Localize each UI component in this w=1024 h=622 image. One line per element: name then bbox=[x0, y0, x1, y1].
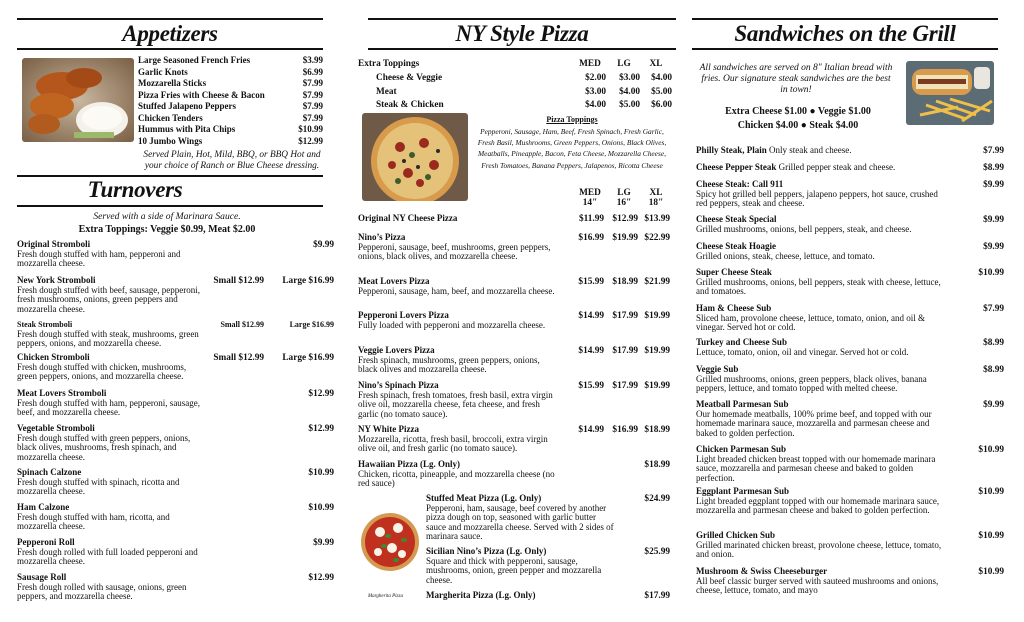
pizza-price: $16.99 bbox=[578, 233, 604, 243]
appetizers-heading: Appetizers bbox=[122, 21, 218, 46]
appetizer-item bbox=[138, 124, 323, 136]
pizza-item bbox=[358, 346, 558, 375]
appetizer-name: Pizza Fries with Cheese & Bacon bbox=[138, 89, 265, 100]
turnover-name: Chicken Stromboli bbox=[17, 352, 90, 362]
sandwich-price: $9.99 bbox=[983, 400, 1004, 410]
turnover-name: Meat Lovers Stromboli bbox=[17, 388, 107, 398]
pizza-price: $15.99 bbox=[578, 381, 604, 391]
special-price: $25.99 bbox=[644, 547, 670, 557]
sandwich-desc: Grilled mushrooms, onions, bell peppers, steak with cheese, lettuce, and tomatoes. bbox=[696, 276, 941, 297]
turnover-name: New York Stromboli bbox=[17, 275, 96, 285]
pizza-name: Veggie Lovers Pizza bbox=[358, 345, 435, 355]
pizza-special-item bbox=[426, 591, 616, 601]
special-desc: Square and thick with pepperoni, sausage, mushrooms, onion, green pepper and mozzarella cheese. bbox=[426, 555, 602, 585]
sandwich-item bbox=[696, 531, 946, 560]
sandwich-name: Cheese Steak Hoagie bbox=[696, 241, 776, 251]
pizza-price: $19.99 bbox=[644, 311, 670, 321]
sandwich-price: $7.99 bbox=[983, 304, 1004, 314]
appetizer-price: $12.99 bbox=[298, 135, 323, 146]
margherita-photo bbox=[360, 492, 420, 592]
extra-row-price: $3.00 bbox=[585, 87, 606, 97]
extra-toppings-label: Extra Toppings bbox=[358, 59, 420, 69]
pizza-price: $14.99 bbox=[578, 346, 604, 356]
appetizer-item bbox=[138, 101, 323, 113]
appetizer-price: $6.99 bbox=[302, 66, 323, 77]
turnover-desc: Fresh dough stuffed with spinach, ricotta and mozzarella cheese. bbox=[17, 476, 180, 497]
sandwich-item bbox=[696, 338, 946, 357]
pizza-price: $19.99 bbox=[644, 346, 670, 356]
extra-row-price: $4.00 bbox=[651, 73, 672, 83]
appetizer-name: Large Seasoned French Fries bbox=[138, 55, 251, 65]
turnover-item bbox=[17, 389, 207, 418]
extra-row-price: $3.00 bbox=[619, 73, 640, 83]
turnover-desc: Fresh dough stuffed with ham, ricotta, and mozzarella cheese. bbox=[17, 511, 170, 532]
turnover-price: $9.99 bbox=[313, 538, 334, 548]
pizza-top-rule bbox=[368, 18, 676, 20]
pizza-name: Hawaiian Pizza (Lg. Only) bbox=[358, 459, 460, 469]
sandwich-name: Cheese Steak Special bbox=[696, 214, 777, 224]
pizza-photo bbox=[362, 113, 468, 201]
sandwich-name: Super Cheese Steak bbox=[696, 267, 772, 277]
pizza-price: $19.99 bbox=[612, 233, 638, 243]
turnover-price: $12.99 bbox=[308, 424, 334, 434]
appetizer-item bbox=[138, 90, 323, 102]
sandwich-name: Veggie Sub bbox=[696, 364, 739, 374]
pizza-price: $13.99 bbox=[644, 214, 670, 224]
turnover-item bbox=[17, 320, 207, 349]
special-name: Margherita Pizza (Lg. Only) bbox=[426, 590, 536, 600]
sandwiches-extras-line2: Chicken $4.00 ● Steak $4.00 bbox=[737, 120, 859, 131]
sandwich-desc: Spicy hot grilled bell peppers, jalapeno peppers, hot sauce, crushed red peppers, steak and cheese. bbox=[696, 188, 938, 209]
pizza-price: $18.99 bbox=[644, 425, 670, 435]
sandwich-item bbox=[696, 304, 946, 333]
sandwich-name: Cheese Pepper Steak bbox=[696, 162, 777, 172]
extra-col-header: MED bbox=[579, 59, 601, 69]
pizza-price: $22.99 bbox=[644, 233, 670, 243]
special-desc: Pepperoni, ham, sausage, beef covered by another pizza dough on top, seasoned with garlic butter sauce and mozzarella cheese. Served with 2 sides of marinara sauce. bbox=[426, 502, 614, 542]
sandwich-price: $8.99 bbox=[983, 338, 1004, 348]
sandwich-price: $7.99 bbox=[983, 146, 1004, 156]
sandwich-item bbox=[696, 180, 946, 209]
turnover-price: $10.99 bbox=[308, 503, 334, 513]
turnovers-bottom-rule bbox=[17, 205, 323, 207]
pizza-desc: Pepperoni, sausage, beef, mushrooms, green peppers, onions, black olives, and mozzarella cheese. bbox=[358, 241, 551, 262]
turnover-price: $10.99 bbox=[308, 468, 334, 478]
appetizer-name: Garlic Knots bbox=[138, 66, 188, 77]
appetizer-item bbox=[138, 78, 323, 90]
sandwich-item bbox=[696, 365, 946, 394]
appetizers-note: Served Plain, Hot, Mild, BBQ, or BBQ Hot and your choice of Ranch or Blue Cheese dressing. bbox=[143, 150, 321, 171]
sandwiches-heading: Sandwiches on the Grill bbox=[734, 21, 956, 46]
appetizer-price: $7.99 bbox=[302, 101, 323, 111]
sandwich-name: Chicken Parmesan Sub bbox=[696, 444, 787, 454]
turnover-name: Steak Stromboli bbox=[17, 320, 73, 329]
extra-col-header: LG bbox=[617, 59, 631, 69]
turnover-item bbox=[17, 353, 207, 382]
turnover-name: Sausage Roll bbox=[17, 572, 67, 582]
appetizer-price: $7.99 bbox=[302, 78, 323, 88]
turnover-desc: Fresh dough rolled with sausage, onions, green peppers, and mozzarella cheese. bbox=[17, 581, 187, 602]
appetizer-name: 10 Jumbo Wings bbox=[138, 135, 203, 146]
pizza-price: $21.99 bbox=[644, 277, 670, 287]
sandwich-item bbox=[696, 242, 946, 261]
appetizer-price: $7.99 bbox=[302, 89, 323, 100]
pizza-name: Original NY Cheese Pizza bbox=[358, 213, 458, 223]
sandwich-price: $10.99 bbox=[978, 531, 1004, 541]
pizza-special-item bbox=[426, 494, 616, 542]
sandwich-desc: Light breaded chicken breast topped with our homemade marinara sauce, mozzarella and parmesan cheese and baked to golden perfection. bbox=[696, 453, 936, 483]
pizza-price: $19.99 bbox=[644, 381, 670, 391]
turnovers-note: Served with a side of Marinara Sauce. bbox=[93, 211, 241, 222]
turnover-name: Vegetable Stromboli bbox=[17, 423, 95, 433]
sandwich-desc: Grilled mushrooms, onions, green peppers, black olives, banana peppers, lettuce, and tomato topped with melted cheese. bbox=[696, 373, 927, 394]
turnover-desc: Fresh dough stuffed with ham, pepperoni, sausage, beef, and mozzarella cheese. bbox=[17, 397, 201, 418]
sandwich-desc: All beef classic burger served with sauteed mushrooms and onions, cheese, lettuce, tomato, and mayo bbox=[696, 575, 939, 596]
extra-row-price: $4.00 bbox=[619, 87, 640, 97]
extra-row-price: $6.00 bbox=[651, 100, 672, 110]
sandwich-price: $10.99 bbox=[978, 445, 1004, 455]
pizza-desc: Pepperoni, sausage, ham, beef, and mozzarella cheese. bbox=[358, 285, 555, 296]
pizza-desc: Fully loaded with pepperoni and mozzarella cheese. bbox=[358, 319, 546, 330]
pizza-price: $12.99 bbox=[612, 214, 638, 224]
turnover-price: $12.99 bbox=[308, 389, 334, 399]
appetizer-name: Chicken Tenders bbox=[138, 112, 203, 123]
turnover-small-price: Small $12.99 bbox=[220, 320, 264, 329]
pizza-name: NY White Pizza bbox=[358, 424, 419, 434]
sandwich-desc: Grilled marinated chicken breast, provolone cheese, lettuce, tomato, and onion. bbox=[696, 539, 942, 560]
appetizer-item bbox=[138, 113, 323, 125]
turnovers-extras: Extra Toppings: Veggie $0.99, Meat $2.00 bbox=[78, 224, 256, 235]
turnover-item bbox=[17, 424, 207, 462]
sandwich-name: Meatball Parmesan Sub bbox=[696, 399, 789, 409]
pizza-price: $17.99 bbox=[612, 381, 638, 391]
turnover-price: Large $16.99 bbox=[282, 276, 334, 286]
turnover-price: $9.99 bbox=[313, 240, 334, 250]
sandwich-item bbox=[696, 146, 946, 156]
sandwich-price: $10.99 bbox=[978, 487, 1004, 497]
pizza-bottom-rule bbox=[368, 48, 676, 50]
sandwich-price: $10.99 bbox=[978, 268, 1004, 278]
turnover-item bbox=[17, 468, 207, 497]
turnover-small-price: Small $12.99 bbox=[213, 353, 264, 363]
sandwiches-top-rule bbox=[692, 18, 998, 20]
pizza-item bbox=[358, 233, 558, 262]
appetizer-price: $10.99 bbox=[298, 124, 323, 134]
size-label: MED bbox=[579, 188, 601, 198]
sandwich-desc: Sliced ham, provolone cheese, lettuce, tomato, onion, and oil & vinegar. Served hot or cold. bbox=[696, 312, 925, 333]
sandwich-name: Philly Steak, Plain bbox=[696, 145, 767, 155]
turnover-desc: Fresh dough stuffed with green peppers, onions, black olives, mushrooms, fresh spinach, and mozzarella cheese. bbox=[17, 432, 191, 462]
pizza-price: $17.99 bbox=[612, 346, 638, 356]
sandwich-item bbox=[696, 268, 946, 297]
sandwich-name: Turkey and Cheese Sub bbox=[696, 337, 787, 347]
pizza-item bbox=[358, 311, 558, 330]
pizza-item bbox=[358, 214, 558, 224]
sandwiches-note: All sandwiches are served on 8" Italian bread with fries. Our signature steak sandwiches are the best in town! bbox=[699, 63, 893, 95]
appetizer-item bbox=[138, 55, 323, 67]
pizza-price: $18.99 bbox=[644, 460, 670, 470]
sandwich-price: $8.99 bbox=[983, 365, 1004, 375]
pizza-price: $17.99 bbox=[612, 311, 638, 321]
turnovers-heading: Turnovers bbox=[87, 177, 183, 202]
margherita-caption: Margherita Pizza bbox=[368, 594, 403, 599]
extra-col-header: XL bbox=[649, 59, 663, 69]
turnover-desc: Fresh dough stuffed with ham, pepperoni and mozzarella cheese. bbox=[17, 248, 181, 269]
turnover-name: Ham Calzone bbox=[17, 502, 70, 512]
turnover-item bbox=[17, 503, 207, 532]
sandwich-desc: Only steak and cheese. bbox=[769, 145, 852, 155]
turnover-name: Pepperoni Roll bbox=[17, 537, 75, 547]
pizza-price: $16.99 bbox=[612, 425, 638, 435]
pizza-toppings-text: Pepperoni, Sausage, Ham, Beef, Fresh Spinach, Fresh Garlic, Fresh Basil, Mushrooms, Green Peppers, Onions, Black Olives, Meatballs, Pineapple, Bacon, Feta Cheese, Mozzarella Cheese, Fresh Tomatoes, Banana Peppers, Jalapenos, Ricotta Cheese bbox=[477, 127, 667, 170]
pizza-item bbox=[358, 277, 558, 296]
wings-photo bbox=[22, 58, 134, 142]
size-inches: 16" bbox=[616, 198, 632, 208]
sandwich-price: $9.99 bbox=[983, 180, 1004, 190]
pizza-desc: Fresh spinach, mushrooms, green peppers, onions, black olives and mozzarella cheese. bbox=[358, 354, 540, 375]
extra-row-label: Cheese & Veggie bbox=[376, 73, 443, 83]
turnover-small-price: Small $12.99 bbox=[213, 276, 264, 286]
sandwich-desc: Light breaded eggplant topped with our homemade marinara sauce, mozzarella and parmesan cheese and baked to golden perfection. bbox=[696, 495, 940, 516]
special-price: $24.99 bbox=[644, 494, 670, 504]
special-name: Sicilian Nino’s Pizza (Lg. Only) bbox=[426, 546, 547, 556]
pizza-name: Nino’s Spinach Pizza bbox=[358, 380, 439, 390]
pizza-item bbox=[358, 381, 558, 419]
sandwich-price: $9.99 bbox=[983, 215, 1004, 225]
turnover-desc: Fresh dough stuffed with chicken, mushrooms, green peppers, onions, and mozzarella cheese. bbox=[17, 361, 187, 382]
pizza-heading: NY Style Pizza bbox=[455, 21, 589, 46]
pizza-price: $14.99 bbox=[578, 311, 604, 321]
extra-row-label: Steak & Chicken bbox=[376, 100, 444, 110]
appetizer-name: Stuffed Jalapeno Peppers bbox=[138, 101, 237, 111]
sandwich-price: $10.99 bbox=[978, 567, 1004, 577]
turnover-item bbox=[17, 573, 207, 602]
appetizers-top-rule bbox=[17, 18, 323, 20]
appetizer-name: Hummus with Pita Chips bbox=[138, 124, 236, 134]
sandwich-item bbox=[696, 163, 946, 173]
pizza-price: $11.99 bbox=[578, 214, 604, 224]
turnover-item bbox=[17, 276, 207, 314]
turnover-price: Large $16.99 bbox=[282, 353, 334, 363]
pizza-item bbox=[358, 460, 558, 489]
turnover-price: Large $16.99 bbox=[289, 320, 334, 329]
sandwiches-bottom-rule bbox=[692, 48, 998, 50]
pizza-special-item bbox=[426, 547, 616, 585]
special-name: Stuffed Meat Pizza (Lg. Only) bbox=[426, 493, 542, 503]
turnover-desc: Fresh dough stuffed with beef, sausage, pepperoni, fresh mushrooms, onions, green peppers and mozzarella cheese. bbox=[17, 284, 201, 314]
turnover-desc: Fresh dough stuffed with steak, mushrooms, green peppers, onions, and mozzarella cheese. bbox=[17, 328, 199, 349]
sandwich-desc: Grilled onions, steak, cheese, lettuce, and tomato. bbox=[696, 250, 875, 261]
appetizer-name: Mozzarella Sticks bbox=[138, 78, 207, 88]
pizza-price: $18.99 bbox=[612, 277, 638, 287]
pizza-price: $15.99 bbox=[578, 277, 604, 287]
sandwiches-extras-line1: Extra Cheese $1.00 ● Veggie $1.00 bbox=[725, 106, 871, 117]
pizza-name: Nino’s Pizza bbox=[358, 232, 406, 242]
sandwich-desc: Grilled pepper steak and cheese. bbox=[778, 162, 896, 172]
pizza-toppings-title: Pizza Toppings bbox=[546, 115, 598, 124]
sandwich-price: $8.99 bbox=[983, 163, 1004, 173]
size-label: XL bbox=[649, 188, 663, 198]
appetizer-price: $7.99 bbox=[302, 112, 323, 123]
turnover-item bbox=[17, 538, 207, 567]
extra-row-label: Meat bbox=[376, 87, 397, 97]
sandwich-desc: Lettuce, tomato, onion, oil and vinegar. Served hot or cold. bbox=[696, 346, 909, 357]
appetizers-bottom-rule bbox=[17, 48, 323, 50]
turnover-desc: Fresh dough rolled with full loaded pepperoni and mozzarella cheese. bbox=[17, 546, 198, 567]
extra-row-price: $5.00 bbox=[619, 100, 640, 110]
sandwich-name: Grilled Chicken Sub bbox=[696, 530, 776, 540]
sandwich-price: $9.99 bbox=[983, 242, 1004, 252]
turnover-item bbox=[17, 240, 207, 269]
pizza-name: Meat Lovers Pizza bbox=[358, 276, 430, 286]
extra-row-price: $4.00 bbox=[585, 100, 606, 110]
sandwich-item bbox=[696, 445, 946, 483]
turnover-name: Spinach Calzone bbox=[17, 467, 82, 477]
sandwich-name: Eggplant Parmesan Sub bbox=[696, 486, 790, 496]
sandwich-name: Ham & Cheese Sub bbox=[696, 303, 772, 313]
pizza-item bbox=[358, 425, 558, 454]
sandwich-item bbox=[696, 400, 946, 438]
sandwich-item bbox=[696, 215, 946, 234]
sandwich-desc: Grilled mushrooms, onions, bell peppers, steak, and cheese. bbox=[696, 223, 912, 234]
turnover-price: $12.99 bbox=[308, 573, 334, 583]
extra-row-price: $5.00 bbox=[651, 87, 672, 97]
sandwich-item bbox=[696, 567, 946, 596]
extra-row-price: $2.00 bbox=[585, 73, 606, 83]
size-inches: 14" bbox=[582, 198, 598, 208]
appetizer-price: $3.99 bbox=[302, 55, 323, 65]
special-price: $17.99 bbox=[644, 591, 670, 601]
size-inches: 18" bbox=[648, 198, 664, 208]
pizza-desc: Chicken, ricotta, pineapple, and mozzarella cheese (no red sauce) bbox=[358, 468, 555, 489]
appetizer-item bbox=[138, 136, 323, 148]
size-label: LG bbox=[617, 188, 631, 198]
sandwich-item bbox=[696, 487, 946, 516]
sandwich-photo bbox=[906, 61, 994, 125]
sandwich-desc: Our homemade meatballs, 100% prime beef, and topped with our homemade marinara sauce, mozzarella and parmesan cheese and baked to golden perfection. bbox=[696, 408, 932, 438]
sandwich-name: Mushroom & Swiss Cheeseburger bbox=[696, 566, 828, 576]
appetizer-item bbox=[138, 67, 323, 79]
sandwich-name: Cheese Steak: Call 911 bbox=[696, 179, 784, 189]
turnover-name: Original Stromboli bbox=[17, 239, 91, 249]
pizza-name: Pepperoni Lovers Pizza bbox=[358, 310, 449, 320]
pizza-desc: Mozzarella, ricotta, fresh basil, broccoli, extra virgin olive oil, and fresh garlic (no tomato sauce). bbox=[358, 433, 548, 454]
pizza-price: $14.99 bbox=[578, 425, 604, 435]
pizza-desc: Fresh spinach, fresh tomatoes, fresh basil, extra virgin olive oil, mozzarella cheese, feta cheese, and fresh garlic (no tomato sauce). bbox=[358, 389, 553, 419]
